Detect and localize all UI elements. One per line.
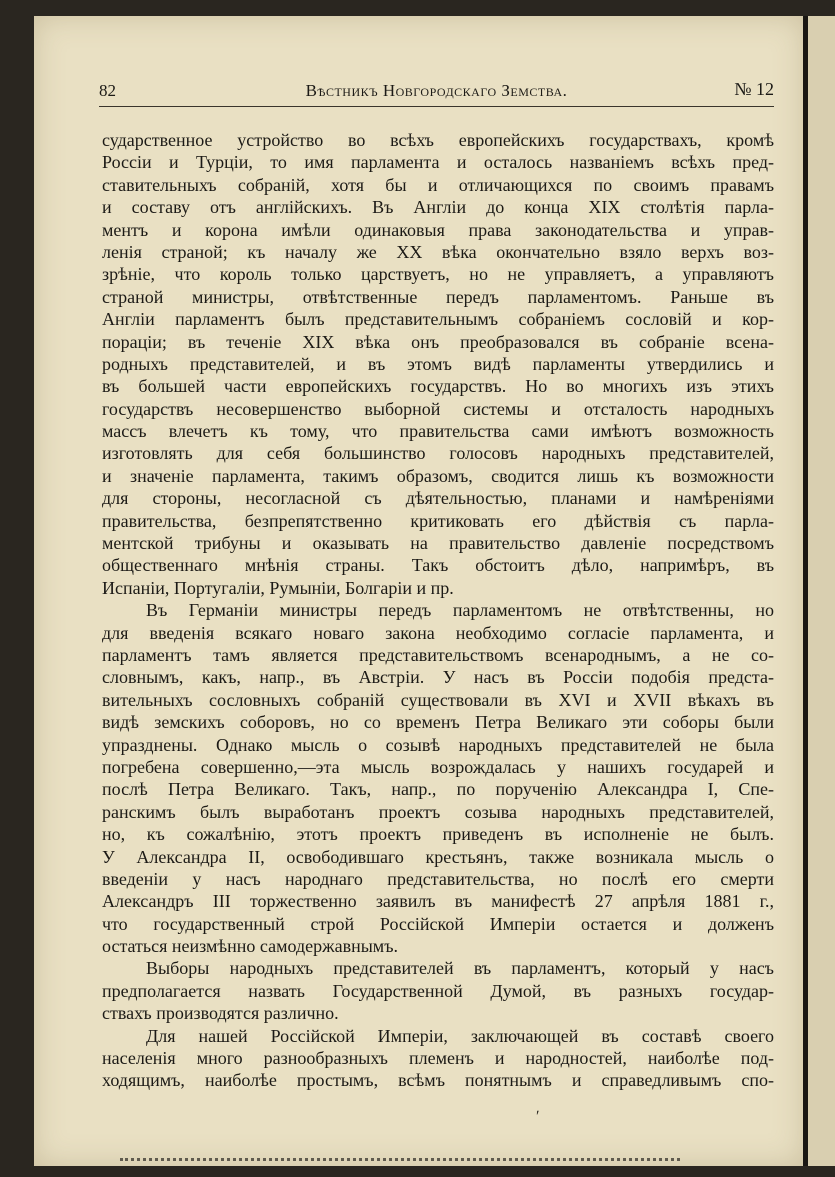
next-page-edge [808, 16, 835, 1166]
text-line: словнымъ, какъ, напр., въ Австріи. У насъ въ Россіи подобія предста- [102, 667, 774, 688]
text-line: сударственное устройство во всѣхъ европейскихъ государствахъ, кромѣ [102, 130, 774, 150]
text-line: Выборы народныхъ представителей въ парламентъ, который у насъ [146, 958, 774, 979]
text-line: въ большей части европейскихъ государствъ. Но во многихъ изъ этихъ [102, 376, 774, 397]
body-text [102, 129, 774, 1092]
text-line: правительства, безпрепятственно критиковать его дѣйствія съ парла- [102, 510, 774, 531]
issue-number: № 12 [734, 79, 774, 99]
text-line: зрѣніе, что король только царствуетъ, но не управляетъ, а управляютъ [102, 264, 774, 285]
scan-specks [120, 1158, 680, 1165]
text-line: что государственный строй Россійской Имперіи остается и долженъ [102, 913, 774, 934]
text-line: видѣ земскихъ соборовъ, но со временъ Петра Великаго эти соборы были [102, 712, 774, 733]
text-line: У Александра II, освободившаго крестьянъ, также возникала мысль о [102, 846, 774, 867]
text-line: остаться неизмѣнно самодержавнымъ. [102, 936, 398, 957]
text-line: и значеніе парламента, такимъ образомъ, сводится лишь къ возможности [102, 465, 774, 486]
text-line: Россіи и Турціи, то имя парламента и осталось названіемъ всѣхъ пред- [102, 152, 774, 173]
text-line: общественнаго мнѣнія страны. Такъ обстоитъ дѣло, напримѣръ, въ [102, 555, 774, 576]
text-line: парламентъ тамъ является представительствомъ всенароднымъ, а не со- [102, 644, 774, 665]
text-line: но, къ сожалѣнію, этотъ проектъ приведенъ въ исполненіе не былъ. [102, 824, 774, 845]
text-line: и составу отъ англійскихъ. Въ Англіи до конца XIX столѣтія парла- [102, 197, 774, 218]
ink-mark: ʹ [536, 1108, 540, 1125]
text-line: ментской трибуны и оказывать на правительство давленіе посредствомъ [102, 533, 774, 554]
text-line: для стороны, несогласной съ дѣятельностью, планами и намѣреніями [102, 488, 774, 509]
text-line: ленія страной; къ началу же XX вѣка окончательно взяло верхъ воз- [102, 241, 774, 262]
journal-title: Вѣстникъ Новгородскаго Земства. [305, 81, 568, 100]
text-line: изготовлять для себя большинство голосовъ народныхъ представителей, [102, 443, 774, 464]
text-line: родныхъ представителей, и въ этомъ видѣ парламенты утвердились и [102, 353, 774, 374]
text-line: вительныхъ сословныхъ собраній существовали въ XVI и XVII вѣкахъ въ [102, 689, 774, 710]
text-line: послѣ Петра Великаго. Такъ, напр., по порученію Александра I, Спе- [102, 779, 774, 800]
text-line: упразднены. Однако мысль о созывѣ народныхъ представителей не была [102, 734, 774, 755]
page-number: 82 [99, 81, 116, 100]
header-rule [99, 106, 774, 107]
text-line: ментъ и корона имѣли одинаковыя права законодательства и управ- [102, 219, 774, 240]
text-line: ствахъ производятся различно. [102, 1003, 339, 1024]
text-line: массъ влечетъ къ тому, что правительства сами имѣютъ возможность [102, 421, 774, 442]
text-line: Въ Германіи министры передъ парламентомъ не отвѣтственны, но [146, 600, 774, 621]
text-line: ставительныхъ собраній, хотя бы и отличающихся по своимъ правамъ [102, 174, 774, 195]
text-line: Для нашей Россійской Имперіи, заключающей въ составѣ своего [146, 1025, 774, 1046]
text-line: страной министры, отвѣтственные передъ парламентомъ. Раньше въ [102, 286, 774, 307]
text-line: Александръ III торжественно заявилъ въ манифестѣ 27 апрѣля 1881 г., [102, 891, 774, 912]
running-header [99, 77, 774, 103]
text-line: введеніи у насъ народнаго представительства, но послѣ его смерти [102, 868, 774, 889]
text-line: погребена совершенно,—эта мысль возрождалась у нашихъ государей и [102, 756, 774, 777]
text-line: населенія много разнообразныхъ племенъ и народностей, наиболѣе под- [102, 1048, 774, 1069]
text-line: Англіи парламентъ былъ представительнымъ собраніемъ сословій и кор- [102, 309, 774, 330]
text-line: предполагается назвать Государственной Думой, въ разныхъ государ- [102, 980, 774, 1001]
text-line: ранскимъ былъ выработанъ проектъ созыва народныхъ представителей, [102, 801, 774, 822]
text-line: ходящимъ, наиболѣе простымъ, всѣмъ понятнымъ и справедливымъ спо- [102, 1070, 774, 1091]
text-line: Испаніи, Португаліи, Румыніи, Болгаріи и пр. [102, 577, 454, 598]
text-line: для введенія всякаго новаго закона необходимо согласіе парламента, и [102, 622, 774, 643]
text-line: пораціи; въ теченіе XIX вѣка онъ преобразовался въ собраніе всена- [102, 331, 774, 352]
text-line: государствъ несовершенство выборной системы и отсталость народныхъ [102, 398, 774, 419]
